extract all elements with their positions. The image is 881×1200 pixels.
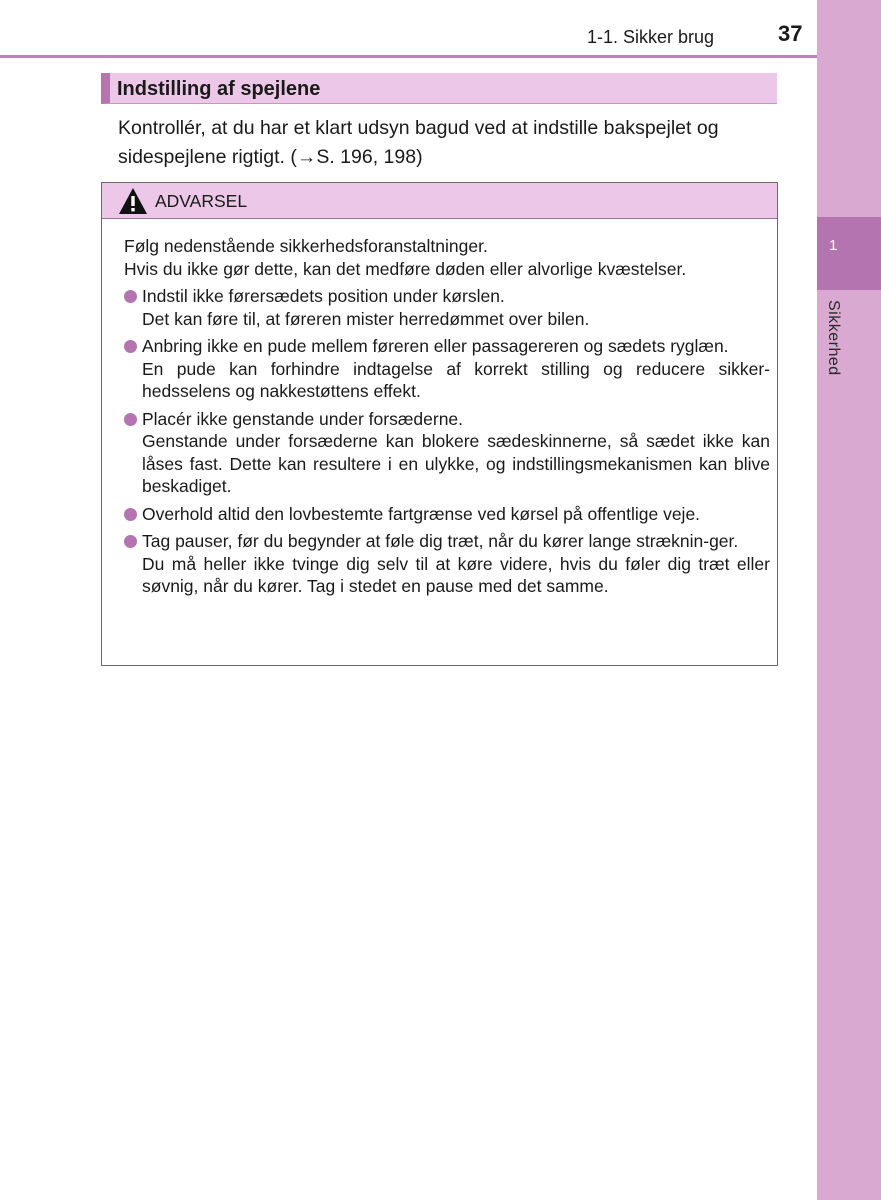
bullet-dot-icon <box>124 413 137 426</box>
side-chapter-tab <box>817 0 881 1200</box>
warning-item <box>124 530 770 598</box>
warning-item-detail: En pude kan forhindre indtagelse af korrekt stilling og reducere sikker-hedsselens og nakkestøttens effekt. <box>142 358 770 401</box>
chapter-label: Sikkerhed <box>825 300 842 376</box>
warning-intro-line: Hvis du ikke gør dette, kan det medføre døden eller alvorlige kvæstelser. <box>124 258 687 279</box>
bullet-dot-icon <box>124 290 137 303</box>
chapter-number: 1 <box>829 237 838 254</box>
warning-item-detail: Genstande under forsæderne kan blokere sædeskinnerne, så sædet ikke kan låses fast. Dette kan resultere i en ulykke, og indstillingsmekanismen kan blive beskadiget. <box>142 431 770 496</box>
warning-item-main: Indstil ikke førersædets position under kørslen. <box>142 286 505 306</box>
warning-item-main: Placér ikke genstande under forsæderne. <box>142 408 464 429</box>
warning-item <box>124 335 770 403</box>
warning-body <box>124 235 770 598</box>
header-divider <box>0 55 817 58</box>
side-chapter-tab-active <box>817 217 881 290</box>
warning-item <box>124 503 770 526</box>
warning-item <box>124 285 770 330</box>
warning-item-main: Overhold altid den lovbestemte fartgrænse ved kørsel på offentlige veje. <box>142 503 701 524</box>
warning-triangle-icon <box>118 187 148 215</box>
intro-paragraph: Kontrollér, at du har et klart udsyn bagud ved at indstille bakspejlet og sidespejlene rigtigt. (→S. 196, 198) <box>118 117 719 168</box>
bullet-dot-icon <box>124 340 137 353</box>
warning-item-main: Tag pauser, før du begynder at føle dig træt, når du kører lange stræknin-ger. <box>142 531 739 551</box>
warning-item-detail: Du må heller ikke tvinge dig selv til at køre videre, hvis du føler dig træt eller søvnig, når du kører. Tag i stedet en pause med det samme. <box>142 553 770 596</box>
warning-item-detail: Det kan føre til, at føreren mister herredømmet over bilen. <box>142 308 590 329</box>
section-heading: Indstilling af spejlene <box>117 78 321 100</box>
warning-intro-line: Følg nedenstående sikkerhedsforanstaltninger. <box>124 236 488 256</box>
bullet-dot-icon <box>124 508 137 521</box>
warning-item <box>124 408 770 498</box>
warning-item-main: Anbring ikke en pude mellem føreren eller passagereren og sædets ryglæn. <box>142 336 729 356</box>
header-section-title: 1-1. Sikker brug <box>587 27 715 47</box>
bullet-dot-icon <box>124 535 137 548</box>
page-number: 37 <box>778 21 803 46</box>
warning-title: ADVARSEL <box>155 191 248 211</box>
